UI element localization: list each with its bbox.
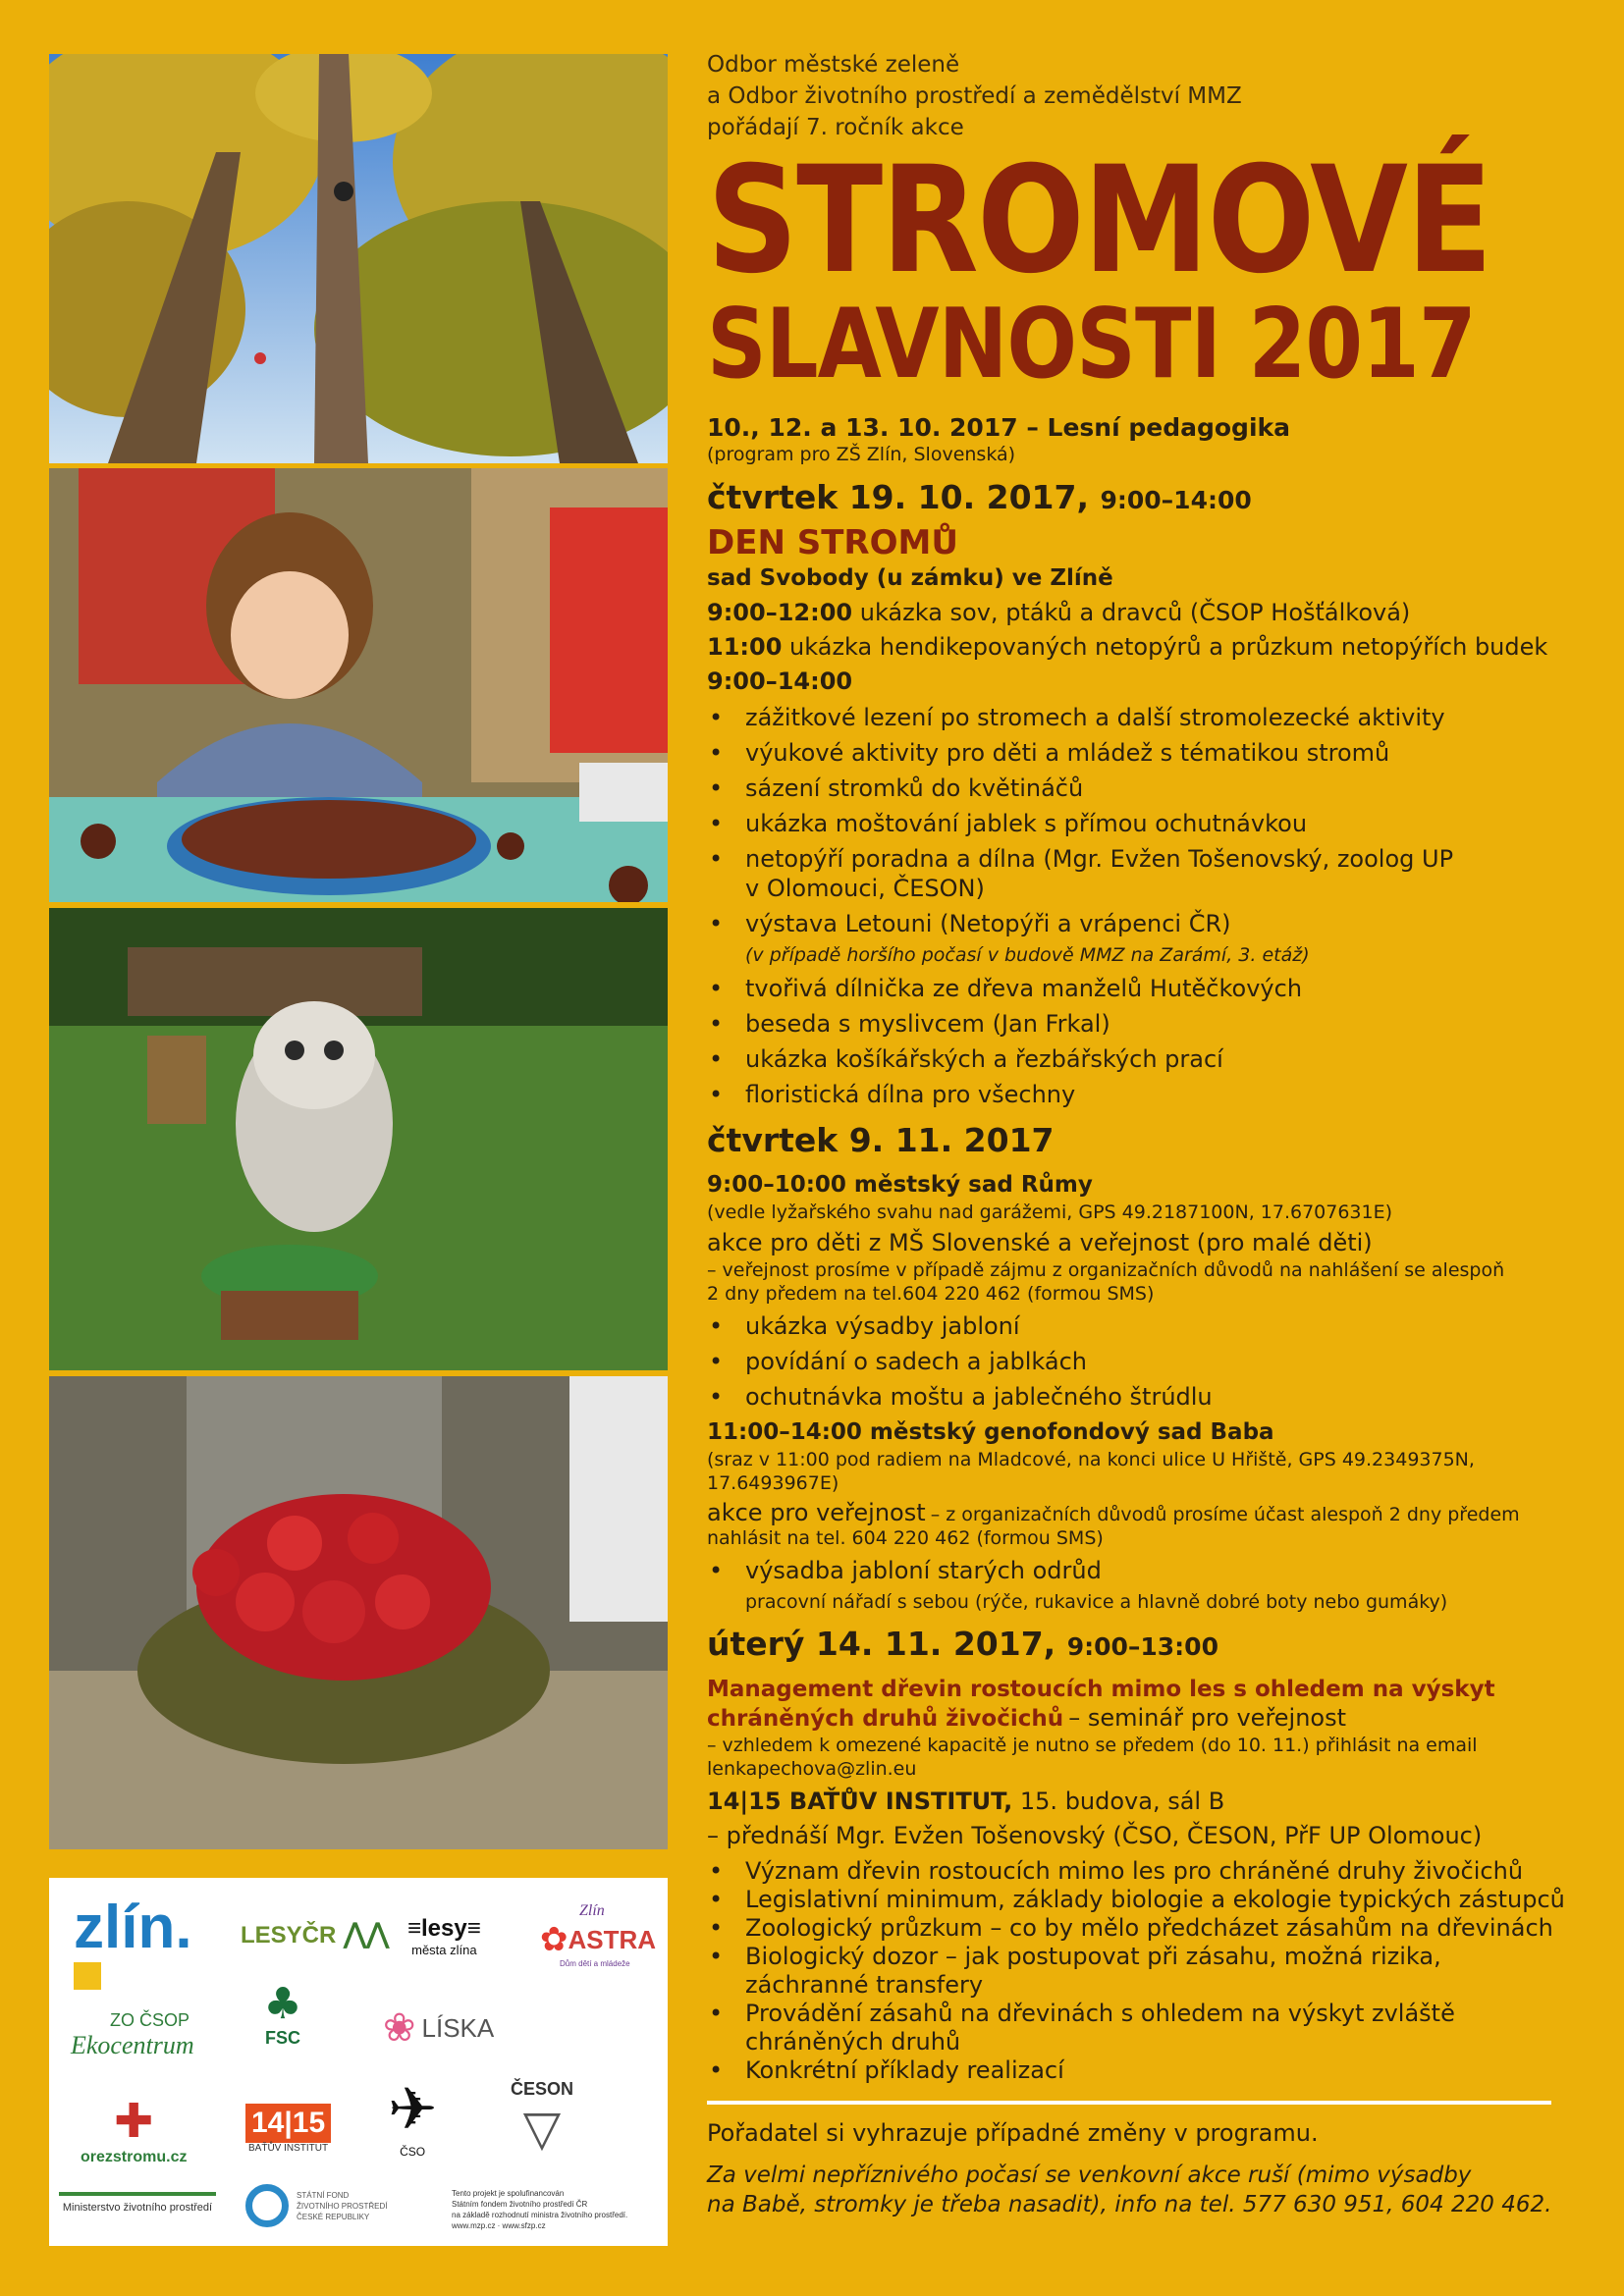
day-1-date: čtvrtek 19. 10. 2017, 9:00–14:00: [707, 478, 1252, 516]
list-item: • Biologický dozor – jak postupovat při zásahu, možná rizika, záchranné transfery: [707, 1943, 1596, 2000]
day-1-slot-1: 9:00–12:00 ukázka sov, ptáků a dravců (ČSOP Hošťálková): [707, 599, 1411, 626]
day-1-activities: [707, 703, 1596, 1109]
list-item: • ochutnávka moštu a jablečného štrúdlu: [707, 1382, 1596, 1412]
fsc-logo: ♣ FSC: [253, 1981, 312, 2049]
photo-owl: [49, 908, 668, 1370]
astra-logo: Zlín ✿ ASTRA Dům dětí a mládeže: [540, 1902, 657, 1968]
flower-icon: ✿: [540, 1920, 568, 1959]
photo-child-chestnuts: [49, 468, 668, 902]
list-item: • Zoologický průzkum – co by mělo předcházet zásahům na dřevinách: [707, 1914, 1596, 1943]
day-3-section: úterý 14. 11. 2017, 9:00–13:00 Management dřevin rostoucích mimo les s ohledem na výskyt chráněných druhů živočichů – seminář pro veřejnost – vzhledem k omezené kapacitě je nutno se předem (do 10. 11.) přihlásit na email lenkapechova@zlin.eu 14|15 BAŤŮV INSTITUT, 15. budova, sál B – přednáší Mgr. Evžen Tošenovský (ČSO, ČESON, PřF UP Olomouc) • Význam dřevin rostoucích mimo les pro chráněné druhy živočichů • Legislativní minimum, základy biologie a ekologie typických zástupců • Zoologický průzkum – co by mělo předcházet zásahům na dřevinách • Biologický dozor – jak postupovat při zásahu, možná rizika, záchranné transfery • Provádění zásahů na dřevinách s ohledem na výskyt zvláště chráněných druhů • Konkrétní příklady realizací: [707, 1623, 1596, 2085]
photo-apple-hedgehog: [49, 1376, 668, 1849]
colorful-tree-icon: ❀: [383, 2005, 416, 2051]
list-item: • Konkrétní příklady realizací: [707, 2056, 1596, 2085]
day-1-place: sad Svobody (u zámku) ve Zlíně: [707, 565, 1113, 591]
day-2-place-1: 9:00–10:00 městský sad Růmy: [707, 1172, 1093, 1198]
list-item: • ukázka košíkářských a řezbářských prací: [707, 1044, 1596, 1074]
day-3-venue: 14|15 BAŤŮV INSTITUT, 15. budova, sál B: [707, 1788, 1225, 1815]
day-1-slot-2: 11:00 ukázka hendikepovaných netopýrů a průzkum netopýřích budek: [707, 633, 1548, 661]
cso-logo: ✈ ČSO: [388, 2075, 438, 2159]
list-item: • sázení stromků do květináčů: [707, 774, 1596, 803]
day-2-planting: [707, 1556, 1596, 1615]
day-2-place-2: 11:00–14:00 městský genofondový sad Baba: [707, 1419, 1274, 1445]
list-item: • ukázka moštování jablek s přímou ochutnávkou: [707, 809, 1596, 838]
list-item: • výsadba jabloní starých odrůd pracovní nářadí s sebou (rýče, rukavice a hlavně dobré boty nebo gumáky): [707, 1556, 1596, 1615]
tree-cross-icon: ✚: [114, 2094, 154, 2149]
sfzp-logo: STÁTNÍ FOND ŽIVOTNÍHO PROSTŘEDÍ ČESKÉ REPUBLIKY: [245, 2184, 387, 2227]
lesy-mesta-zlina-logo: ≡lesy≡ města zlína: [407, 1915, 481, 1957]
list-item: • výukové aktivity pro děti a mládež s tématikou stromů: [707, 738, 1596, 768]
list-item: • tvořivá dílnička ze dřeva manželů Hutěčkových: [707, 974, 1596, 1003]
cofinance-note: Tento projekt je spolufinancován Státním fondem životního prostředí ČR na základě rozhodnutí ministra životního prostředí. www.mzp.cz · www.sfzp.cz: [452, 2189, 628, 2230]
bird-icon: ✈: [388, 2075, 438, 2144]
event-title-line2: SLAVNOSTI 2017: [707, 289, 1476, 400]
program-column: [707, 49, 1596, 2219]
list-item: • povídání o sadech a jablkách: [707, 1347, 1596, 1376]
organizer-intro: Odbor městské zeleně a Odbor životního prostředí a zemědělství MMZ pořádají 7. ročník akce: [707, 52, 1242, 140]
zlin-logo: zlín.: [74, 1897, 192, 1990]
ceson-logo: ČESON ▽: [511, 2079, 574, 2157]
liska-logo: ❀ LÍSKA: [383, 2005, 495, 2051]
batuv-institut-logo: 14|15 BAŤŮV INSTITUT: [245, 2104, 331, 2154]
tree-check-icon: ♣: [263, 1979, 302, 2029]
list-item: • Provádění zásahů na dřevinách s ohledem na výskyt zvláště chráněných druhů: [707, 2000, 1596, 2056]
day-2-section: čtvrtek 9. 11. 2017 9:00–10:00 městský sad Růmy (vedle lyžařského svahu nad garážemi, GPS 49.2187100N, 17.6707631E) akce pro děti z MŠ Slovenské a veřejnost (pro malé děti) – veřejnost prosíme v případě zájmu z organizačních důvodů na nahlášení se alespoň 2 dny předem na tel.604 220 462 (formou SMS) • ukázka výsadby jabloní • povídání o sadech a jablkách • ochutnávka moštu a jablečného štrúdlu 11:00–14:00 městský genofondový sad Baba (sraz v 11:00 pod radiem na Mladcové, na konci ulice U Hřiště, GPS 49.2349375N, 17.6493967E) akce pro veřejnost – z organizačních důvodů prosíme účast alespoň 2 dny předem nahlásit na tel. 604 220 462 (formou SMS) • výsadba jabloní starých odrůd pracovní nářadí s sebou (rýče, rukavice a hlavně dobré boty nebo gumáky): [707, 1119, 1596, 1615]
day-2-activities: [707, 1311, 1596, 1412]
day-1-section: [707, 476, 1596, 1109]
ministerstvo-logo: Ministerstvo životního prostředí: [59, 2192, 216, 2214]
divider: [707, 2101, 1551, 2105]
lesy-cr-logo: LESYČR ⋀⋀: [241, 1918, 390, 1949]
list-item: • netopýří poradna a dílna (Mgr. Evžen Tošenovský, zoolog UP v Olomouci, ČESON): [707, 844, 1596, 903]
list-item: • floristická dílna pro všechny: [707, 1080, 1596, 1109]
orezstromu-logo: ✚ orezstromu.cz: [81, 2094, 188, 2165]
day-1-slot-3: 9:00–14:00: [707, 667, 853, 695]
sfzp-circle-icon: [245, 2184, 289, 2227]
list-item: • ukázka výsadby jabloní: [707, 1311, 1596, 1341]
ekocentrum-logo: ZO ČSOP Ekocentrum: [71, 2010, 194, 2059]
day-1-name: DEN STROMŮ: [707, 523, 958, 562]
day-3-topics: [707, 1857, 1596, 2085]
photo-tree-climbing: [49, 54, 668, 463]
partner-logos-panel: [49, 1878, 668, 2246]
day-2-date: čtvrtek 9. 11. 2017: [707, 1121, 1055, 1159]
list-item: • výstava Letouni (Netopýři a vrápenci ČR) (v případě horšího počasí v budově MMZ na Zarámí, 3. etáž): [707, 909, 1596, 968]
weather-note: Za velmi nepříznivého počasí se venkovní akce ruší (mimo výsadby na Babě, stromky je třeba nasadit), info na tel. 577 630 951, 604 220 462.: [707, 2163, 1552, 2217]
list-item: • Legislativní minimum, základy biologie a ekologie typických zástupců: [707, 1886, 1596, 1914]
bat-icon: ▽: [522, 2100, 562, 2157]
list-item: • beseda s myslivcem (Jan Frkal): [707, 1009, 1596, 1039]
lesni-pedagogika: 10., 12. a 13. 10. 2017 – Lesní pedagogika (program pro ZŠ Zlín, Slovenská): [707, 413, 1291, 465]
list-item: • zážitkové lezení po stromech a další stromolezecké aktivity: [707, 703, 1596, 732]
list-item: • Význam dřevin rostoucích mimo les pro chráněné druhy živočichů: [707, 1857, 1596, 1886]
changes-note: Pořadatel si vyhrazuje případné změny v programu.: [707, 2119, 1319, 2147]
day-3-date: úterý 14. 11. 2017, 9:00–13:00: [707, 1625, 1218, 1663]
event-title-line1: STROMOVÉ: [707, 135, 1491, 306]
